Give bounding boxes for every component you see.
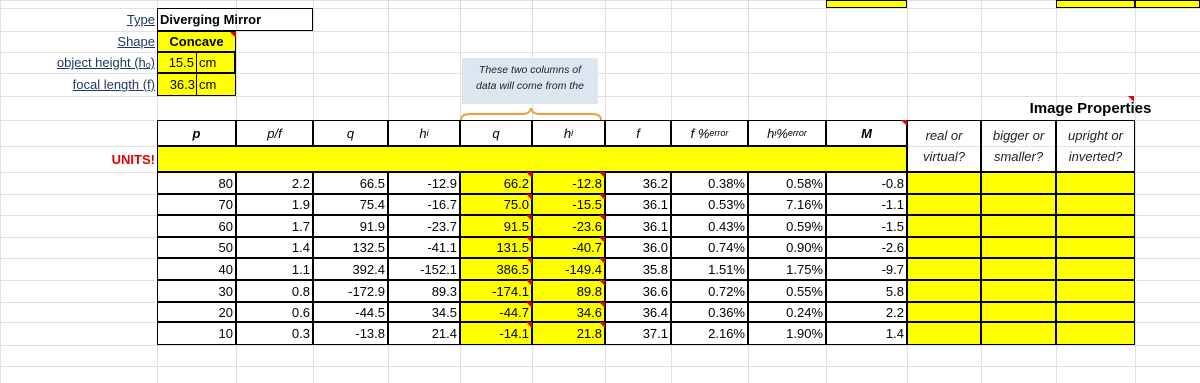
table-cell-hi[interactable] bbox=[388, 280, 460, 302]
cell-text: M bbox=[861, 125, 872, 141]
cell-text: cm bbox=[199, 55, 217, 70]
cell-text: 5.8 bbox=[885, 283, 904, 299]
table-cell-p[interactable] bbox=[157, 280, 236, 302]
table-cell-p[interactable] bbox=[157, 322, 236, 345]
table-cell-h_err[interactable] bbox=[748, 215, 826, 237]
cell-text: 0.36% bbox=[708, 304, 745, 320]
cell-text: 1.7 bbox=[291, 218, 310, 234]
table-cell-f[interactable] bbox=[605, 280, 671, 302]
cell-text: 392.4 bbox=[352, 261, 385, 277]
focal-length-unit[interactable] bbox=[196, 73, 236, 96]
cell-text: Diverging Mirror bbox=[160, 12, 262, 27]
cell-text: 36.1 bbox=[642, 197, 668, 212]
table-cell-f[interactable] bbox=[605, 172, 671, 194]
table-cell-q[interactable] bbox=[313, 215, 388, 237]
cell-text: 40 bbox=[218, 261, 233, 277]
cell-text: i bbox=[571, 127, 574, 138]
table-cell-pf[interactable] bbox=[236, 280, 313, 302]
cell-text: 1.4 bbox=[291, 240, 310, 255]
units-row[interactable] bbox=[157, 146, 907, 172]
cell-text: 30 bbox=[218, 283, 233, 299]
table-cell-p[interactable] bbox=[157, 237, 236, 258]
table-cell-h_err[interactable] bbox=[748, 302, 826, 322]
table-cell-hi2[interactable] bbox=[532, 215, 605, 237]
cell-text: 0.43% bbox=[708, 218, 745, 234]
table-cell-h_err[interactable] bbox=[748, 280, 826, 302]
cell-text: 75.4 bbox=[359, 197, 385, 212]
table-cell-image-property[interactable] bbox=[1056, 172, 1135, 194]
table-cell-q2[interactable] bbox=[460, 258, 532, 280]
cell-text: 20 bbox=[218, 304, 233, 320]
cell-text: 91.5 bbox=[503, 218, 529, 234]
type-value[interactable] bbox=[157, 8, 313, 31]
table-cell-image-property[interactable] bbox=[907, 280, 981, 302]
table-cell-image-property[interactable] bbox=[1056, 215, 1135, 237]
cell-text: % bbox=[776, 125, 788, 141]
cell-text: 1.1 bbox=[291, 261, 310, 277]
cell-text: 70 bbox=[218, 197, 233, 212]
table-cell-q2[interactable] bbox=[460, 194, 532, 215]
table-cell-f_err[interactable] bbox=[671, 172, 748, 194]
table-cell-h_err[interactable] bbox=[748, 194, 826, 215]
cell-text: 0.6 bbox=[291, 304, 310, 320]
cell-text: -1.1 bbox=[881, 197, 904, 212]
cell-text: object height (hₒ) bbox=[56, 55, 155, 70]
cell-text: 21.4 bbox=[431, 326, 457, 341]
table-cell-image-property[interactable] bbox=[981, 322, 1056, 345]
cell-text: 35.8 bbox=[642, 261, 668, 277]
table-cell-image-property[interactable] bbox=[981, 172, 1056, 194]
header-f[interactable] bbox=[605, 120, 671, 146]
header-real-or-virtual[interactable] bbox=[907, 120, 981, 172]
table-cell-q[interactable] bbox=[313, 302, 388, 322]
table-cell-h_err[interactable] bbox=[748, 237, 826, 258]
cell-text: -40.7 bbox=[572, 240, 602, 255]
table-cell-f_err[interactable] bbox=[671, 322, 748, 345]
cell-text: -15.5 bbox=[572, 197, 602, 212]
partial-row-cell[interactable] bbox=[1135, 0, 1200, 8]
cell-text: 386.5 bbox=[496, 261, 529, 277]
table-cell-p[interactable] bbox=[157, 302, 236, 322]
table-cell-pf[interactable] bbox=[236, 215, 313, 237]
table-cell-f[interactable] bbox=[605, 258, 671, 280]
table-cell-m[interactable] bbox=[826, 237, 907, 258]
table-cell-m[interactable] bbox=[826, 322, 907, 345]
table-cell-h_err[interactable] bbox=[748, 258, 826, 280]
cell-text: p/f bbox=[267, 125, 282, 141]
cell-text: -9.7 bbox=[881, 261, 904, 277]
table-cell-image-property[interactable] bbox=[1056, 194, 1135, 215]
cell-text: error bbox=[709, 127, 729, 138]
table-cell-image-property[interactable] bbox=[907, 172, 981, 194]
header-q-measured[interactable] bbox=[460, 120, 532, 146]
table-cell-image-property[interactable] bbox=[981, 194, 1056, 215]
cell-text: 0.8 bbox=[291, 283, 310, 299]
table-cell-image-property[interactable] bbox=[981, 215, 1056, 237]
cell-text: 66.5 bbox=[359, 175, 385, 191]
cell-text: focal length (f) bbox=[72, 77, 155, 92]
table-cell-image-property[interactable] bbox=[907, 215, 981, 237]
cell-text: 36.1 bbox=[642, 218, 668, 234]
cell-text: 1.4 bbox=[885, 326, 904, 341]
cell-text: -23.7 bbox=[427, 218, 457, 234]
cell-text: h bbox=[419, 125, 427, 141]
table-cell-hi[interactable] bbox=[388, 215, 460, 237]
cell-text: 0.72% bbox=[708, 283, 745, 299]
shape-label bbox=[0, 31, 157, 52]
cell-text: 1.90% bbox=[786, 326, 823, 341]
header-hi[interactable] bbox=[388, 120, 460, 146]
cell-text: real or bbox=[925, 128, 963, 143]
header-m[interactable] bbox=[826, 120, 907, 146]
table-cell-image-property[interactable] bbox=[1056, 280, 1135, 302]
cell-text: 2.16% bbox=[708, 326, 745, 341]
table-cell-hi2[interactable] bbox=[532, 258, 605, 280]
cell-text: 60 bbox=[218, 218, 233, 234]
table-cell-q2[interactable] bbox=[460, 280, 532, 302]
table-cell-f_err[interactable] bbox=[671, 280, 748, 302]
cell-text: -172.9 bbox=[348, 283, 385, 299]
table-cell-image-property[interactable] bbox=[981, 258, 1056, 280]
table-cell-m[interactable] bbox=[826, 172, 907, 194]
cell-text: 34.6 bbox=[576, 304, 602, 320]
table-cell-q[interactable] bbox=[313, 258, 388, 280]
table-cell-image-property[interactable] bbox=[981, 237, 1056, 258]
gridline-horizontal bbox=[0, 0, 1200, 1]
table-cell-q[interactable] bbox=[313, 194, 388, 215]
table-cell-image-property[interactable] bbox=[907, 258, 981, 280]
cell-text: -1.5 bbox=[881, 218, 904, 234]
table-cell-f_err[interactable] bbox=[671, 302, 748, 322]
cell-text: 0.53% bbox=[708, 197, 745, 212]
cell-text: -152.1 bbox=[420, 261, 457, 277]
cell-text: cm bbox=[199, 77, 217, 92]
cell-text: -23.6 bbox=[572, 218, 602, 234]
table-cell-hi2[interactable] bbox=[532, 194, 605, 215]
table-cell-hi2[interactable] bbox=[532, 172, 605, 194]
cell-text: q bbox=[492, 125, 500, 141]
cell-text: 0.38% bbox=[708, 175, 745, 191]
table-cell-m[interactable] bbox=[826, 280, 907, 302]
cell-text: 36.6 bbox=[642, 283, 668, 299]
cell-text: 0.90% bbox=[786, 240, 823, 255]
table-cell-f[interactable] bbox=[605, 215, 671, 237]
table-cell-hi2[interactable] bbox=[532, 322, 605, 345]
cell-text: smaller? bbox=[993, 149, 1044, 164]
cell-text: Concave bbox=[169, 34, 224, 49]
cell-text: h bbox=[767, 125, 775, 141]
gridline-horizontal bbox=[0, 366, 1200, 367]
partial-row-cell[interactable] bbox=[826, 0, 907, 8]
comment-note[interactable] bbox=[462, 58, 598, 104]
cell-text: 132.5 bbox=[352, 240, 385, 255]
cell-text: 1.9 bbox=[291, 197, 310, 212]
cell-text: -44.5 bbox=[355, 304, 385, 320]
table-cell-p[interactable] bbox=[157, 258, 236, 280]
table-cell-hi2[interactable] bbox=[532, 302, 605, 322]
object-height-label bbox=[0, 52, 157, 73]
cell-text: 36.4 bbox=[642, 304, 668, 320]
cell-text: -12.9 bbox=[427, 175, 457, 191]
cell-text: 36.2 bbox=[642, 175, 668, 191]
cell-text: 0.3 bbox=[291, 326, 310, 341]
cell-text: -16.7 bbox=[427, 197, 457, 212]
cell-text: f % bbox=[690, 125, 710, 141]
cell-text: 10 bbox=[218, 326, 233, 341]
table-cell-h_err[interactable] bbox=[748, 322, 826, 345]
table-cell-q[interactable] bbox=[313, 172, 388, 194]
table-cell-image-property[interactable] bbox=[981, 280, 1056, 302]
cell-text: Type bbox=[126, 12, 155, 27]
cell-text: bigger or bbox=[992, 128, 1045, 143]
cell-text: virtual? bbox=[923, 149, 965, 164]
header-f-error[interactable] bbox=[671, 120, 748, 146]
cell-text: 7.16% bbox=[786, 197, 823, 212]
cell-text: q bbox=[346, 125, 355, 141]
table-cell-f_err[interactable] bbox=[671, 258, 748, 280]
cell-text: error bbox=[787, 127, 807, 138]
cell-text: 80 bbox=[218, 175, 233, 191]
cell-text: 89.3 bbox=[431, 283, 457, 299]
comment-indicator-icon[interactable] bbox=[1128, 96, 1134, 102]
table-cell-q[interactable] bbox=[313, 237, 388, 258]
cell-text: -174.1 bbox=[492, 283, 529, 299]
cell-text: -12.8 bbox=[572, 175, 602, 191]
table-cell-pf[interactable] bbox=[236, 172, 313, 194]
cell-text: upright or bbox=[1068, 128, 1123, 143]
table-cell-image-property[interactable] bbox=[981, 302, 1056, 322]
header-pf[interactable] bbox=[236, 120, 313, 146]
image-properties-header bbox=[981, 96, 1200, 120]
cell-text: 89.8 bbox=[576, 283, 602, 299]
cell-text: 66.2 bbox=[503, 175, 529, 191]
table-cell-pf[interactable] bbox=[236, 302, 313, 322]
cell-text: -0.8 bbox=[881, 175, 904, 191]
table-cell-pf[interactable] bbox=[236, 194, 313, 215]
table-cell-hi[interactable] bbox=[388, 322, 460, 345]
cell-text: Image Properties bbox=[1029, 99, 1152, 117]
table-cell-hi[interactable] bbox=[388, 172, 460, 194]
table-cell-q2[interactable] bbox=[460, 237, 532, 258]
cell-text: 0.24% bbox=[786, 304, 823, 320]
comment-note-text: These two columns of data will come from the bbox=[476, 64, 584, 92]
table-cell-image-property[interactable] bbox=[1056, 302, 1135, 322]
gridline-horizontal bbox=[0, 345, 1200, 346]
table-cell-f[interactable] bbox=[605, 194, 671, 215]
table-cell-pf[interactable] bbox=[236, 322, 313, 345]
table-cell-image-property[interactable] bbox=[1056, 237, 1135, 258]
table-cell-image-property[interactable] bbox=[907, 322, 981, 345]
table-cell-m[interactable] bbox=[826, 215, 907, 237]
cell-text: -44.7 bbox=[499, 304, 529, 320]
cell-text: 15.5 bbox=[168, 55, 194, 70]
header-p[interactable] bbox=[157, 120, 236, 146]
cell-text: f bbox=[636, 125, 640, 141]
cell-text: 0.55% bbox=[786, 283, 823, 299]
header-q[interactable] bbox=[313, 120, 388, 146]
gridline-vertical bbox=[1135, 0, 1136, 383]
table-cell-image-property[interactable] bbox=[907, 302, 981, 322]
table-cell-f[interactable] bbox=[605, 302, 671, 322]
cell-text: 50 bbox=[218, 240, 233, 255]
cell-text: i bbox=[774, 127, 777, 138]
focal-length-label bbox=[0, 73, 157, 96]
shape-value[interactable] bbox=[157, 31, 236, 52]
table-cell-m[interactable] bbox=[826, 194, 907, 215]
table-cell-f[interactable] bbox=[605, 237, 671, 258]
cell-text: 1.75% bbox=[786, 261, 823, 277]
table-cell-p[interactable] bbox=[157, 215, 236, 237]
table-cell-f[interactable] bbox=[605, 322, 671, 345]
table-cell-q2[interactable] bbox=[460, 215, 532, 237]
cell-text: 34.5 bbox=[431, 304, 457, 320]
cell-text: -14.1 bbox=[499, 326, 529, 341]
header-h-error[interactable] bbox=[748, 120, 826, 146]
partial-row-cell[interactable] bbox=[1056, 0, 1135, 8]
cell-text: -2.6 bbox=[881, 240, 904, 255]
table-cell-q[interactable] bbox=[313, 280, 388, 302]
cell-text: 0.58% bbox=[786, 175, 823, 191]
cell-text: i bbox=[426, 127, 429, 138]
cell-text: 36.0 bbox=[642, 240, 668, 255]
table-cell-hi2[interactable] bbox=[532, 237, 605, 258]
table-cell-q2[interactable] bbox=[460, 172, 532, 194]
cell-text: -41.1 bbox=[427, 240, 457, 255]
table-cell-h_err[interactable] bbox=[748, 172, 826, 194]
object-height-unit[interactable] bbox=[196, 52, 236, 73]
cell-text: 1.51% bbox=[708, 261, 745, 277]
table-cell-image-property[interactable] bbox=[1056, 258, 1135, 280]
units-label bbox=[0, 146, 157, 172]
cell-text: p bbox=[192, 125, 201, 141]
cell-text: 0.59% bbox=[786, 218, 823, 234]
cell-text: 131.5 bbox=[496, 240, 529, 255]
table-cell-hi[interactable] bbox=[388, 302, 460, 322]
table-cell-image-property[interactable] bbox=[907, 194, 981, 215]
cell-text: -149.4 bbox=[565, 261, 602, 277]
table-cell-p[interactable] bbox=[157, 172, 236, 194]
cell-text: Shape bbox=[117, 34, 155, 49]
table-cell-f_err[interactable] bbox=[671, 237, 748, 258]
cell-text: 91.9 bbox=[359, 218, 385, 234]
header-upright-or-inverted[interactable] bbox=[1056, 120, 1135, 172]
table-cell-f_err[interactable] bbox=[671, 215, 748, 237]
header-bigger-or-smaller[interactable] bbox=[981, 120, 1056, 172]
cell-text: inverted? bbox=[1068, 149, 1123, 164]
cell-text: 21.8 bbox=[576, 326, 602, 341]
comment-indicator-icon[interactable] bbox=[230, 32, 236, 38]
table-cell-pf[interactable] bbox=[236, 237, 313, 258]
header-hi-measured[interactable] bbox=[532, 120, 605, 146]
cell-text: 36.3 bbox=[169, 77, 195, 92]
table-cell-hi[interactable] bbox=[388, 237, 460, 258]
table-cell-image-property[interactable] bbox=[907, 237, 981, 258]
table-cell-image-property[interactable] bbox=[1056, 322, 1135, 345]
table-cell-q2[interactable] bbox=[460, 302, 532, 322]
cell-text: 2.2 bbox=[885, 304, 904, 320]
cell-text: 37.1 bbox=[642, 326, 668, 341]
cell-text: 2.2 bbox=[291, 175, 310, 191]
table-cell-f_err[interactable] bbox=[671, 194, 748, 215]
table-cell-m[interactable] bbox=[826, 258, 907, 280]
table-cell-q2[interactable] bbox=[460, 322, 532, 345]
table-cell-hi[interactable] bbox=[388, 194, 460, 215]
table-cell-hi2[interactable] bbox=[532, 280, 605, 302]
table-cell-hi[interactable] bbox=[388, 258, 460, 280]
cell-text: 75.0 bbox=[503, 197, 529, 212]
table-cell-pf[interactable] bbox=[236, 258, 313, 280]
cell-text: h bbox=[563, 125, 572, 141]
table-cell-p[interactable] bbox=[157, 194, 236, 215]
type-label bbox=[0, 8, 157, 31]
cell-text: UNITS! bbox=[111, 151, 155, 167]
table-cell-m[interactable] bbox=[826, 302, 907, 322]
cell-text: -13.8 bbox=[355, 326, 385, 341]
table-cell-q[interactable] bbox=[313, 322, 388, 345]
cell-text: 0.74% bbox=[708, 240, 745, 255]
